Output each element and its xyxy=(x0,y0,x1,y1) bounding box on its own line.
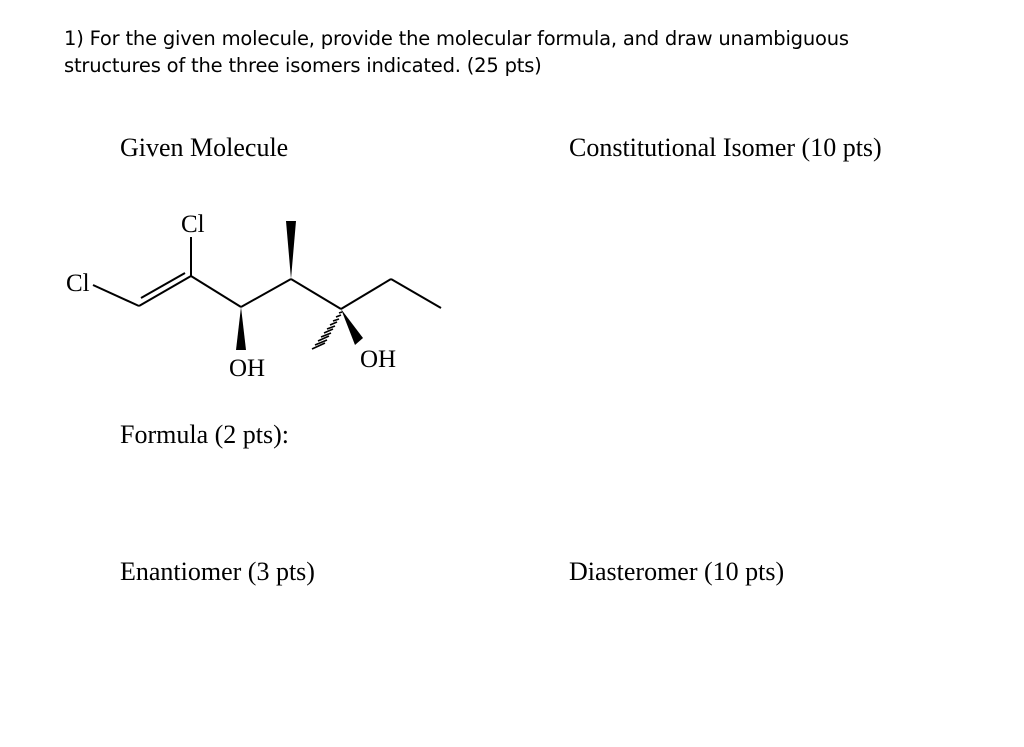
wedge-c3-oh xyxy=(236,307,246,350)
question-line-1: 1) For the given molecule, provide the molecular formula, and draw unambiguous xyxy=(64,27,849,50)
diastereomer-heading: Diasteromer (10 pts) xyxy=(569,557,785,586)
atom-cl-top: Cl xyxy=(181,211,205,238)
bond-c1-c2-double-a xyxy=(139,276,191,306)
bond-c3-c4 xyxy=(241,279,291,307)
bond-c6-c7 xyxy=(391,279,441,308)
bond-c5-c6 xyxy=(341,279,391,309)
bond-c1-c2-double-b xyxy=(141,273,185,298)
question-line-2: structures of the three isomers indicated. (25 pts) xyxy=(64,54,542,77)
bond-cl-c1 xyxy=(93,285,139,306)
hash-c5-methyl xyxy=(312,312,342,349)
enantiomer-heading: Enantiomer (3 pts) xyxy=(120,557,315,586)
bond-c4-c5 xyxy=(291,279,341,309)
atom-oh-left: OH xyxy=(229,355,266,382)
formula-heading: Formula (2 pts): xyxy=(120,420,289,449)
atom-cl-left: Cl xyxy=(66,270,90,297)
bond-c2-c3 xyxy=(191,276,241,307)
atom-oh-right: OH xyxy=(360,346,397,373)
wedge-c5-oh xyxy=(341,309,363,345)
given-molecule-heading: Given Molecule xyxy=(120,133,289,162)
wedge-c4-methyl xyxy=(286,221,296,279)
constitutional-isomer-heading: Constitutional Isomer (10 pts) xyxy=(569,133,882,162)
